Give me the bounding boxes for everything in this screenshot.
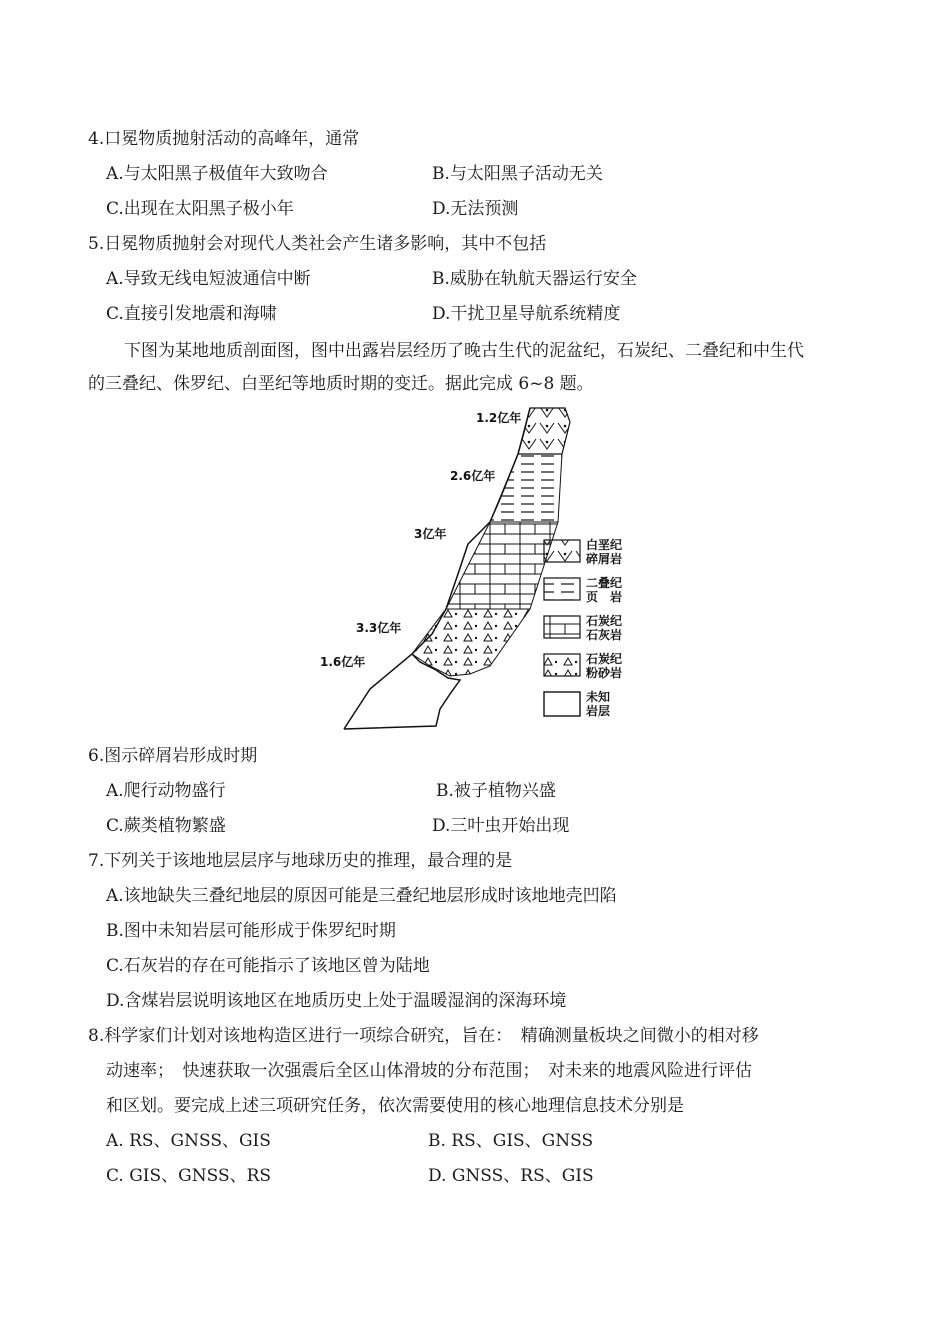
legend-4-line-2: 粉砂岩: [586, 666, 623, 680]
question-5-option-d[interactable]: D.干扰卫星导航系统精度: [432, 304, 621, 324]
question-4-option-b[interactable]: B.与太阳黑子活动无关: [432, 164, 603, 184]
age-label-4: 3.3亿年: [356, 621, 402, 635]
question-5-option-b[interactable]: B.威胁在轨航天器运行安全: [432, 269, 637, 289]
geologic-cross-section-figure: [320, 404, 640, 734]
question-8-option-d[interactable]: D. GNSS、RS、GIS: [428, 1166, 594, 1186]
question-8-stem-line-2: 动速率； 快速获取一次强震后全区山体滑坡的分布范围； 对未来的地震风险进行评估: [106, 1061, 752, 1081]
legend-3-line-2: 石灰岩: [586, 628, 623, 642]
question-7-option-c[interactable]: C.石灰岩的存在可能指示了该地区曾为陆地: [106, 956, 430, 976]
question-6-option-c[interactable]: C.蕨类植物繁盛: [106, 816, 226, 836]
question-5-option-a[interactable]: A.导致无线电短波通信中断: [106, 269, 311, 289]
carboniferous-siltstone-layer: [412, 609, 530, 676]
question-8-option-c[interactable]: C. GIS、GNSS、RS: [106, 1166, 272, 1186]
legend-1-line-2: 碎屑岩: [586, 552, 623, 566]
question-4-option-c[interactable]: C.出现在太阳黑子极小年: [106, 199, 294, 219]
legend-5-line-1: 未知: [586, 690, 611, 704]
question-4-stem: 4.口冕物质抛射活动的高峰年，通常: [88, 129, 360, 149]
legend-swatch-siltstone: [544, 654, 580, 676]
question-8-option-a[interactable]: A. RS、GNSS、GIS: [106, 1131, 271, 1151]
legend-swatch-clastic: [544, 540, 580, 562]
cretaceous-clastic-layer: [518, 408, 570, 454]
legend-2-line-2: 页 岩: [586, 590, 623, 604]
question-8-stem-line-3: 和区划。要完成上述三项研究任务，依次需要使用的核心地理信息技术分别是: [106, 1096, 684, 1116]
legend-5-line-2: 岩层: [586, 704, 611, 718]
intro-line-1: 下图为某地地质剖面图，图中出露岩层经历了晚古生代的泥盆纪，石炭纪、二叠纪和中生代: [124, 341, 804, 361]
legend-swatch-shale: [544, 578, 580, 600]
permian-shale-layer: [490, 454, 562, 522]
legend-2-line-1: 二叠纪: [586, 576, 623, 590]
question-6-option-a[interactable]: A.爬行动物盛行: [106, 781, 226, 801]
question-5-option-c[interactable]: C.直接引发地震和海啸: [106, 304, 277, 324]
legend-swatch-limestone: [544, 616, 580, 638]
question-4-option-a[interactable]: A.与太阳黑子极值年大致吻合: [106, 164, 328, 184]
question-7-option-d[interactable]: D.含煤岩层说明该地区在地质历史上处于温暖湿润的深海环境: [106, 991, 567, 1011]
legend-3-line-1: 石炭纪: [586, 614, 623, 628]
question-7-option-a[interactable]: A.该地缺失三叠纪地层的原因可能是三叠纪地层形成时该地地壳凹陷: [106, 886, 617, 906]
question-4-option-d[interactable]: D.无法预测: [432, 199, 519, 219]
intro-line-2: 的三叠纪、侏罗纪、白垩纪等地质时期的变迁。据此完成 6~8 题。: [88, 374, 594, 394]
legend-1-line-1: 白垩纪: [586, 538, 623, 552]
question-8-option-b[interactable]: B. RS、GIS、GNSS: [428, 1131, 594, 1151]
legend-4-line-1: 石炭纪: [586, 652, 623, 666]
question-5-stem: 5.日冕物质抛射会对现代人类社会产生诸多影响，其中不包括: [88, 234, 547, 254]
question-7-option-b[interactable]: B.图中未知岩层可能形成于侏罗纪时期: [106, 921, 396, 941]
question-7-stem: 7.下列关于该地地层层序与地球历史的推理，最合理的是: [88, 851, 513, 871]
legend-swatch-unknown: [544, 692, 580, 716]
age-label-2: 2.6亿年: [450, 469, 496, 483]
age-label-3: 3亿年: [414, 527, 447, 541]
question-6-option-d[interactable]: D.三叶虫开始出现: [432, 816, 570, 836]
question-6-stem: 6.图示碎屑岩形成时期: [88, 746, 258, 766]
age-label-5: 1.6亿年: [320, 655, 366, 669]
carboniferous-limestone-layer: [446, 522, 558, 609]
figure-legend: [544, 537, 622, 718]
question-6-option-b[interactable]: B.被子植物兴盛: [436, 781, 556, 801]
question-8-stem-line-1: 8.科学家们计划对该地构造区进行一项综合研究，旨在： 精确测量板块之间微小的相对移: [88, 1026, 759, 1046]
age-label-1: 1.2亿年: [476, 411, 522, 425]
